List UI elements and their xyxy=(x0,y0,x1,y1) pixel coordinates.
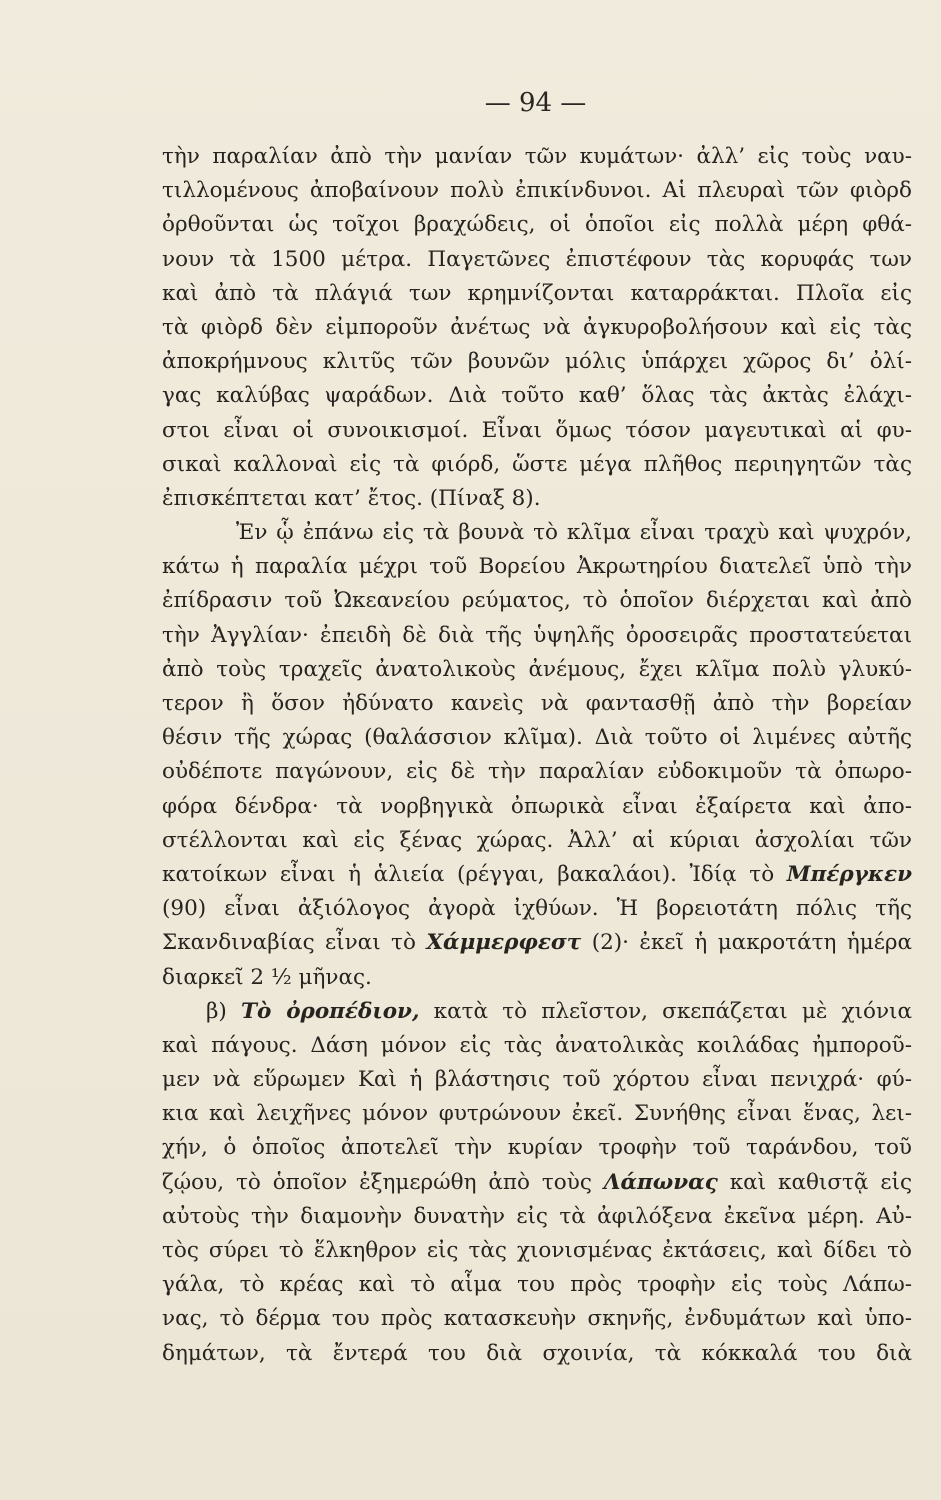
text-line xyxy=(162,926,912,960)
text-line xyxy=(162,995,912,1029)
text-line: φόρα δένδρα· τὰ νορβηγικὰ ὀπωρικὰ εἶναι ἐξαίρετα καὶ ἀπο- xyxy=(162,793,912,819)
text-line: θέσιν τῆς χώρας (θαλάσσιον κλῖμα). Διὰ τοῦτο οἱ λιμένες αὐτῆς xyxy=(162,725,912,751)
text-line: ἀπὸ τοὺς τραχεῖς ἀνατολικοὺς ἀνέμους, ἔχει κλῖμα πολὺ γλυκύ- xyxy=(162,656,912,682)
text-line xyxy=(162,858,912,892)
text-fragment: β) xyxy=(206,998,242,1024)
text-line: ἀποκρήμνους κλιτῦς τῶν βουνῶν μόλις ὑπάρχει χῶρος δι’ ὀλί- xyxy=(162,349,912,375)
page-number: — 94 — xyxy=(484,88,587,118)
text-fragment: κατὰ τὸ πλεῖστον, σκεπάζεται μὲ χιόνια xyxy=(419,998,912,1024)
text-line: τερον ἢ ὅσον ἠδύνατο κανεὶς νὰ φαντασθῇ ἀπὸ τὴν βορείαν xyxy=(162,691,912,716)
text-line: καὶ ἀπὸ τὰ πλάγιά των κρημνίζονται καταρράκται. Πλοῖα εἰς xyxy=(162,280,912,306)
text-line: ἐπισκέπτεται κατ’ ἔτος. (Πίναξ 8). xyxy=(162,485,541,511)
text-line: κια καὶ λειχῆνες μόνον φυτρώνουν ἐκεῖ. Συνήθης εἶναι ἕνας, λει- xyxy=(162,1101,912,1127)
text-line: χήν, ὁ ὁποῖος ἀποτελεῖ τὴν κυρίαν τροφὴν τοῦ ταράνδου, τοῦ xyxy=(162,1135,912,1161)
text-line: νας, τὸ δέρμα του πρὸς κατασκευὴν σκηνῆς, ἐνδυμάτων καὶ ὑπο- xyxy=(162,1306,912,1332)
text-line: τὴν Ἀγγλίαν· ἐπειδὴ δὲ διὰ τῆς ὑψηλῆς ὀροσειρᾶς προστατεύεται xyxy=(162,622,912,648)
text-line: διαρκεῖ 2 ½ μῆνας. xyxy=(162,964,372,990)
text-line: τιλλομένους ἀποβαίνουν πολὺ ἐπικίνδυνοι. Αἱ πλευραὶ τῶν φιὸρδ xyxy=(162,178,912,204)
text-line: τὰ φιὸρδ δὲν εἰμποροῦν ἀνέτως νὰ ἀγκυροβολήσουν καὶ εἰς τὰς xyxy=(162,314,912,340)
emphasized-term: Μπέργκεν xyxy=(786,861,912,887)
text-line: τὸς σύρει τὸ ἕλκηθρον εἰς τὰς χιονισμένας ἐκτάσεις, καὶ δίδει τὸ xyxy=(162,1238,912,1263)
text-line: κάτω ἡ παραλία μέχρι τοῦ Βορείου Ἀκρωτηρίου διατελεῖ ὑπὸ τὴν xyxy=(162,554,912,580)
text-line: ἐπίδρασιν τοῦ Ὠκεανείου ρεύματος, τὸ ὁποῖον διέρχεται καὶ ἀπὸ xyxy=(162,588,912,614)
emphasized-term: Χάμμερφεστ xyxy=(426,930,582,956)
text-line: στέλλονται καὶ εἰς ξένας χώρας. Ἀλλ’ αἱ κύριαι ἀσχολίαι τῶν xyxy=(162,827,912,853)
text-fragment: (2)· ἐκεῖ ἡ μακροτάτη ἡμέρα xyxy=(581,930,912,956)
text-line: σικαὶ καλλοναὶ εἰς τὰ φιόρδ, ὥστε μέγα πλῆθος περιηγητῶν τὰς xyxy=(162,451,912,477)
text-line: οὐδέποτε παγώνουν, εἰς δὲ τὴν παραλίαν εὐδοκιμοῦν τὰ ὀπωρο- xyxy=(162,759,912,785)
text-fragment: Σκανδιναβίας εἶναι τὸ xyxy=(162,930,427,956)
emphasized-term: Τὸ ὀροπέδιον, xyxy=(241,998,420,1024)
text-line: μεν νὰ εὕρωμεν Καὶ ἡ βλάστησις τοῦ χόρτου εἶναι πενιχρά· φύ- xyxy=(162,1067,912,1093)
text-line: (90) εἶναι ἀξιόλογος ἀγορὰ ἰχθύων. Ἡ βορειοτάτη πόλις τῆς xyxy=(162,896,912,922)
text-line: νουν τὰ 1500 μέτρα. Παγετῶνες ἐπιστέφουν τὰς κορυφάς των xyxy=(162,246,912,272)
text-line: αὐτοὺς τὴν διαμονὴν δυνατὴν εἰς τὰ ἀφιλόξενα ἐκεῖνα μέρη. Αὐ- xyxy=(162,1203,912,1229)
text-line: καὶ πάγους. Δάση μόνον εἰς τὰς ἀνατολικὰς κοιλάδας ἠμποροῦ- xyxy=(162,1032,912,1058)
text-line: Ἐν ᾧ ἐπάνω εἰς τὰ βουνὰ τὸ κλῖμα εἶναι τραχὺ καὶ ψυχρόν, xyxy=(236,520,912,546)
text-fragment: ζῴου, τὸ ὁποῖον ἐξημερώθη ἀπὸ τοὺς xyxy=(162,1169,604,1195)
text-fragment: καὶ καθιστᾷ εἰς xyxy=(717,1169,912,1195)
text-line: γάλα, τὸ κρέας καὶ τὸ αἷμα του πρὸς τροφὴν εἰς τοὺς Λάπω- xyxy=(162,1272,912,1298)
text-line: γας καλύβας ψαράδων. Διὰ τοῦτο καθ’ ὅλας τὰς ἀκτὰς ἐλάχι- xyxy=(162,383,912,409)
text-line xyxy=(162,1166,912,1200)
text-line: ὀρθοῦνται ὡς τοῖχοι βραχώδεις, οἱ ὁποῖοι εἰς πολλὰ μέρη φθά- xyxy=(162,212,912,238)
text-line: τὴν παραλίαν ἀπὸ τὴν μανίαν τῶν κυμάτων· ἀλλ’ εἰς τοὺς ναυ- xyxy=(162,144,912,169)
body-text xyxy=(162,140,912,1371)
emphasized-term: Λάπωνας xyxy=(603,1169,718,1195)
text-line: στοι εἶναι οἱ συνοικισμοί. Εἶναι ὅμως τόσον μαγευτικαὶ αἱ φυ- xyxy=(162,417,912,443)
text-fragment: κατοίκων εἶναι ἡ ἁλιεία (ρέγγαι, βακαλάοι). Ἰδίᾳ τὸ xyxy=(162,861,787,887)
text-line: δημάτων, τὰ ἔντερά του διὰ σχοινία, τὰ κόκκαλά του διὰ xyxy=(162,1340,912,1366)
